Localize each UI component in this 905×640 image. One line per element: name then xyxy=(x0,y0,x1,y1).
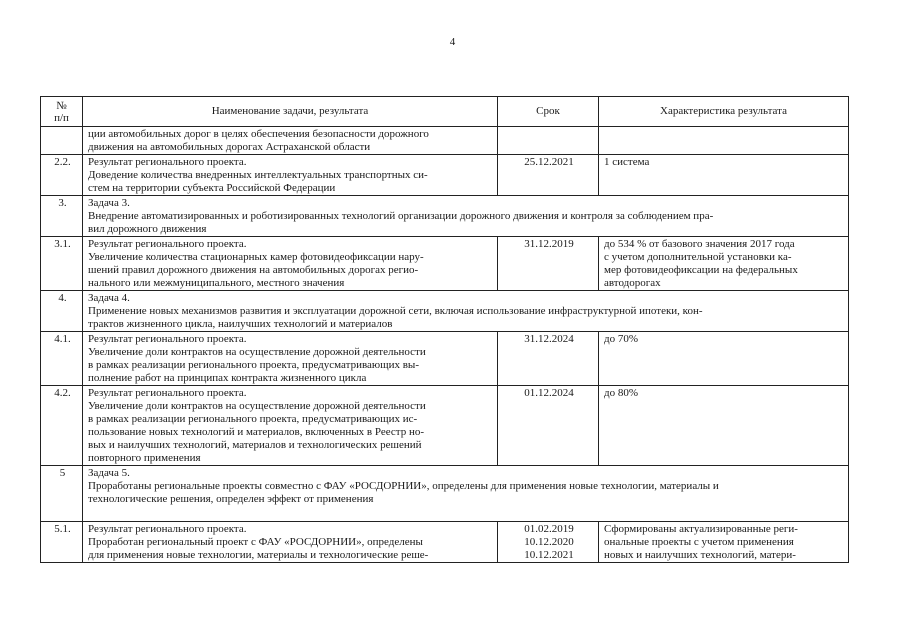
task-name-cell xyxy=(83,196,849,237)
cell-line: 01.12.2024 xyxy=(524,387,574,399)
cell-line: технологические решения, определен эффект от применения xyxy=(88,493,374,505)
cell-line: Доведение количества внедренных интеллектуальных транспортных си- xyxy=(88,169,428,181)
task-name-cell xyxy=(83,127,498,155)
cell-line: Результат регионального проекта. xyxy=(88,156,247,168)
task-name-cell xyxy=(83,237,498,291)
row-number: 5.1. xyxy=(41,522,83,563)
table-row xyxy=(41,127,849,155)
cell-line: ции автомобильных дорог в целях обеспечения безопасности дорожного xyxy=(88,128,429,140)
task-row xyxy=(41,196,849,237)
task-name-cell xyxy=(83,291,849,332)
characteristic-cell xyxy=(599,127,849,155)
cell-line: 31.12.2019 xyxy=(524,238,574,250)
header-num: № п/п xyxy=(41,97,83,127)
characteristic-cell xyxy=(599,155,849,196)
cell-line: повторного применения xyxy=(88,452,201,464)
term-cell xyxy=(498,386,599,466)
table-row xyxy=(41,237,849,291)
cell-line: в рамках реализации регионального проекта, предусматривающих ис- xyxy=(88,413,418,425)
cell-line: Внедрение автоматизированных и роботизированных технологий организации дорожного движения и контроля за соблюдением пра- xyxy=(88,210,714,222)
term-cell xyxy=(498,522,599,563)
table-row xyxy=(41,155,849,196)
cell-line: пользование новых технологий и материалов, включенных в Реестр но- xyxy=(88,426,424,438)
table-row xyxy=(41,386,849,466)
term-cell xyxy=(498,237,599,291)
row-number: 4. xyxy=(41,291,83,332)
header-term: Срок xyxy=(498,97,599,127)
cell-line: стем на территории субъекта Российской Федерации xyxy=(88,182,336,194)
cell-line: 1 система xyxy=(604,156,650,168)
cell-line: до 534 % от базового значения 2017 года xyxy=(604,238,795,250)
cell-line: шений правил дорожного движения на автомобильных дорогах регио- xyxy=(88,264,419,276)
cell-line: Сформированы актуализированные реги- xyxy=(604,523,798,535)
characteristic-cell xyxy=(599,522,849,563)
row-number: 2.2. xyxy=(41,155,83,196)
task-name-cell xyxy=(83,386,498,466)
header-name: Наименование задачи, результата xyxy=(83,97,498,127)
cell-line: Задача 4. xyxy=(88,292,130,304)
cell-line: трактов жизненного цикла, наилучших технологий и материалов xyxy=(88,318,393,330)
task-name-cell xyxy=(83,522,498,563)
cell-line: автодорогах xyxy=(604,277,661,289)
cell-line: 10.12.2021 xyxy=(524,549,574,561)
cell-line: мер фотовидеофиксации на федеральных xyxy=(604,264,798,276)
cell-line: Применение новых механизмов развития и эксплуатации дорожной сети, включая использование инфраструктурной ипотеки, кон- xyxy=(88,305,703,317)
cell-line: для применения новые технологии, материалы и технологические реше- xyxy=(88,549,429,561)
row-number: 3.1. xyxy=(41,237,83,291)
cell-line: Увеличение количества стационарных камер фотовидеофиксации нару- xyxy=(88,251,424,263)
table-row xyxy=(41,522,849,563)
row-number xyxy=(41,127,83,155)
cell-line: движения на автомобильных дорогах Астраханской области xyxy=(88,141,371,153)
cell-line: до 70% xyxy=(604,333,639,345)
task-row xyxy=(41,291,849,332)
cell-line: Увеличение доли контрактов на осуществление дорожной деятельности xyxy=(88,400,426,412)
task-name-cell xyxy=(83,466,849,522)
cell-line: Проработаны региональные проекты совместно с ФАУ «РОСДОРНИИ», определены для применения новые технологии, материалы и xyxy=(88,480,719,492)
cell-line: Результат регионального проекта. xyxy=(88,523,247,535)
task-name-cell xyxy=(83,332,498,386)
cell-line: Увеличение доли контрактов на осуществление дорожной деятельности xyxy=(88,346,426,358)
cell-line: Результат регионального проекта. xyxy=(88,387,247,399)
cell-line: Задача 5. xyxy=(88,467,130,479)
cell-line: 10.12.2020 xyxy=(524,536,574,548)
cell-line: 25.12.2021 xyxy=(524,156,574,168)
cell-line: ональные проекты с учетом применения xyxy=(604,536,794,548)
cell-line: до 80% xyxy=(604,387,639,399)
task-name-cell xyxy=(83,155,498,196)
cell-line: Проработан региональный проект с ФАУ «РОСДОРНИИ», определены xyxy=(88,536,423,548)
row-number: 4.1. xyxy=(41,332,83,386)
table-row xyxy=(41,332,849,386)
term-cell xyxy=(498,155,599,196)
cell-line: 31.12.2024 xyxy=(524,333,574,345)
cell-line: полнение работ на принципах контракта жизненного цикла xyxy=(88,372,367,384)
header-characteristic: Характеристика результата xyxy=(599,97,849,127)
cell-line: нального или межмуниципального, местного значения xyxy=(88,277,345,289)
characteristic-cell xyxy=(599,332,849,386)
table-body xyxy=(41,127,849,563)
term-cell xyxy=(498,332,599,386)
cell-line: вых и наилучших технологий, материалов и технологических решений xyxy=(88,439,422,451)
cell-line: Результат регионального проекта. xyxy=(88,333,247,345)
characteristic-cell xyxy=(599,386,849,466)
cell-line: вил дорожного движения xyxy=(88,223,207,235)
row-number: 5 xyxy=(41,466,83,522)
cell-line: в рамках реализации регионального проекта, предусматривающих вы- xyxy=(88,359,419,371)
cell-line: с учетом дополнительной установки ка- xyxy=(604,251,792,263)
cell-line: Результат регионального проекта. xyxy=(88,238,247,250)
characteristic-cell xyxy=(599,237,849,291)
page-number: 4 xyxy=(449,36,456,48)
term-cell xyxy=(498,127,599,155)
cell-line: новых и наилучших технологий, матери- xyxy=(604,549,796,561)
row-number: 4.2. xyxy=(41,386,83,466)
cell-line: Задача 3. xyxy=(88,197,130,209)
cell-line: 01.02.2019 xyxy=(524,523,574,535)
task-row xyxy=(41,466,849,522)
row-number: 3. xyxy=(41,196,83,237)
results-table xyxy=(40,96,849,563)
header-row xyxy=(41,97,849,127)
